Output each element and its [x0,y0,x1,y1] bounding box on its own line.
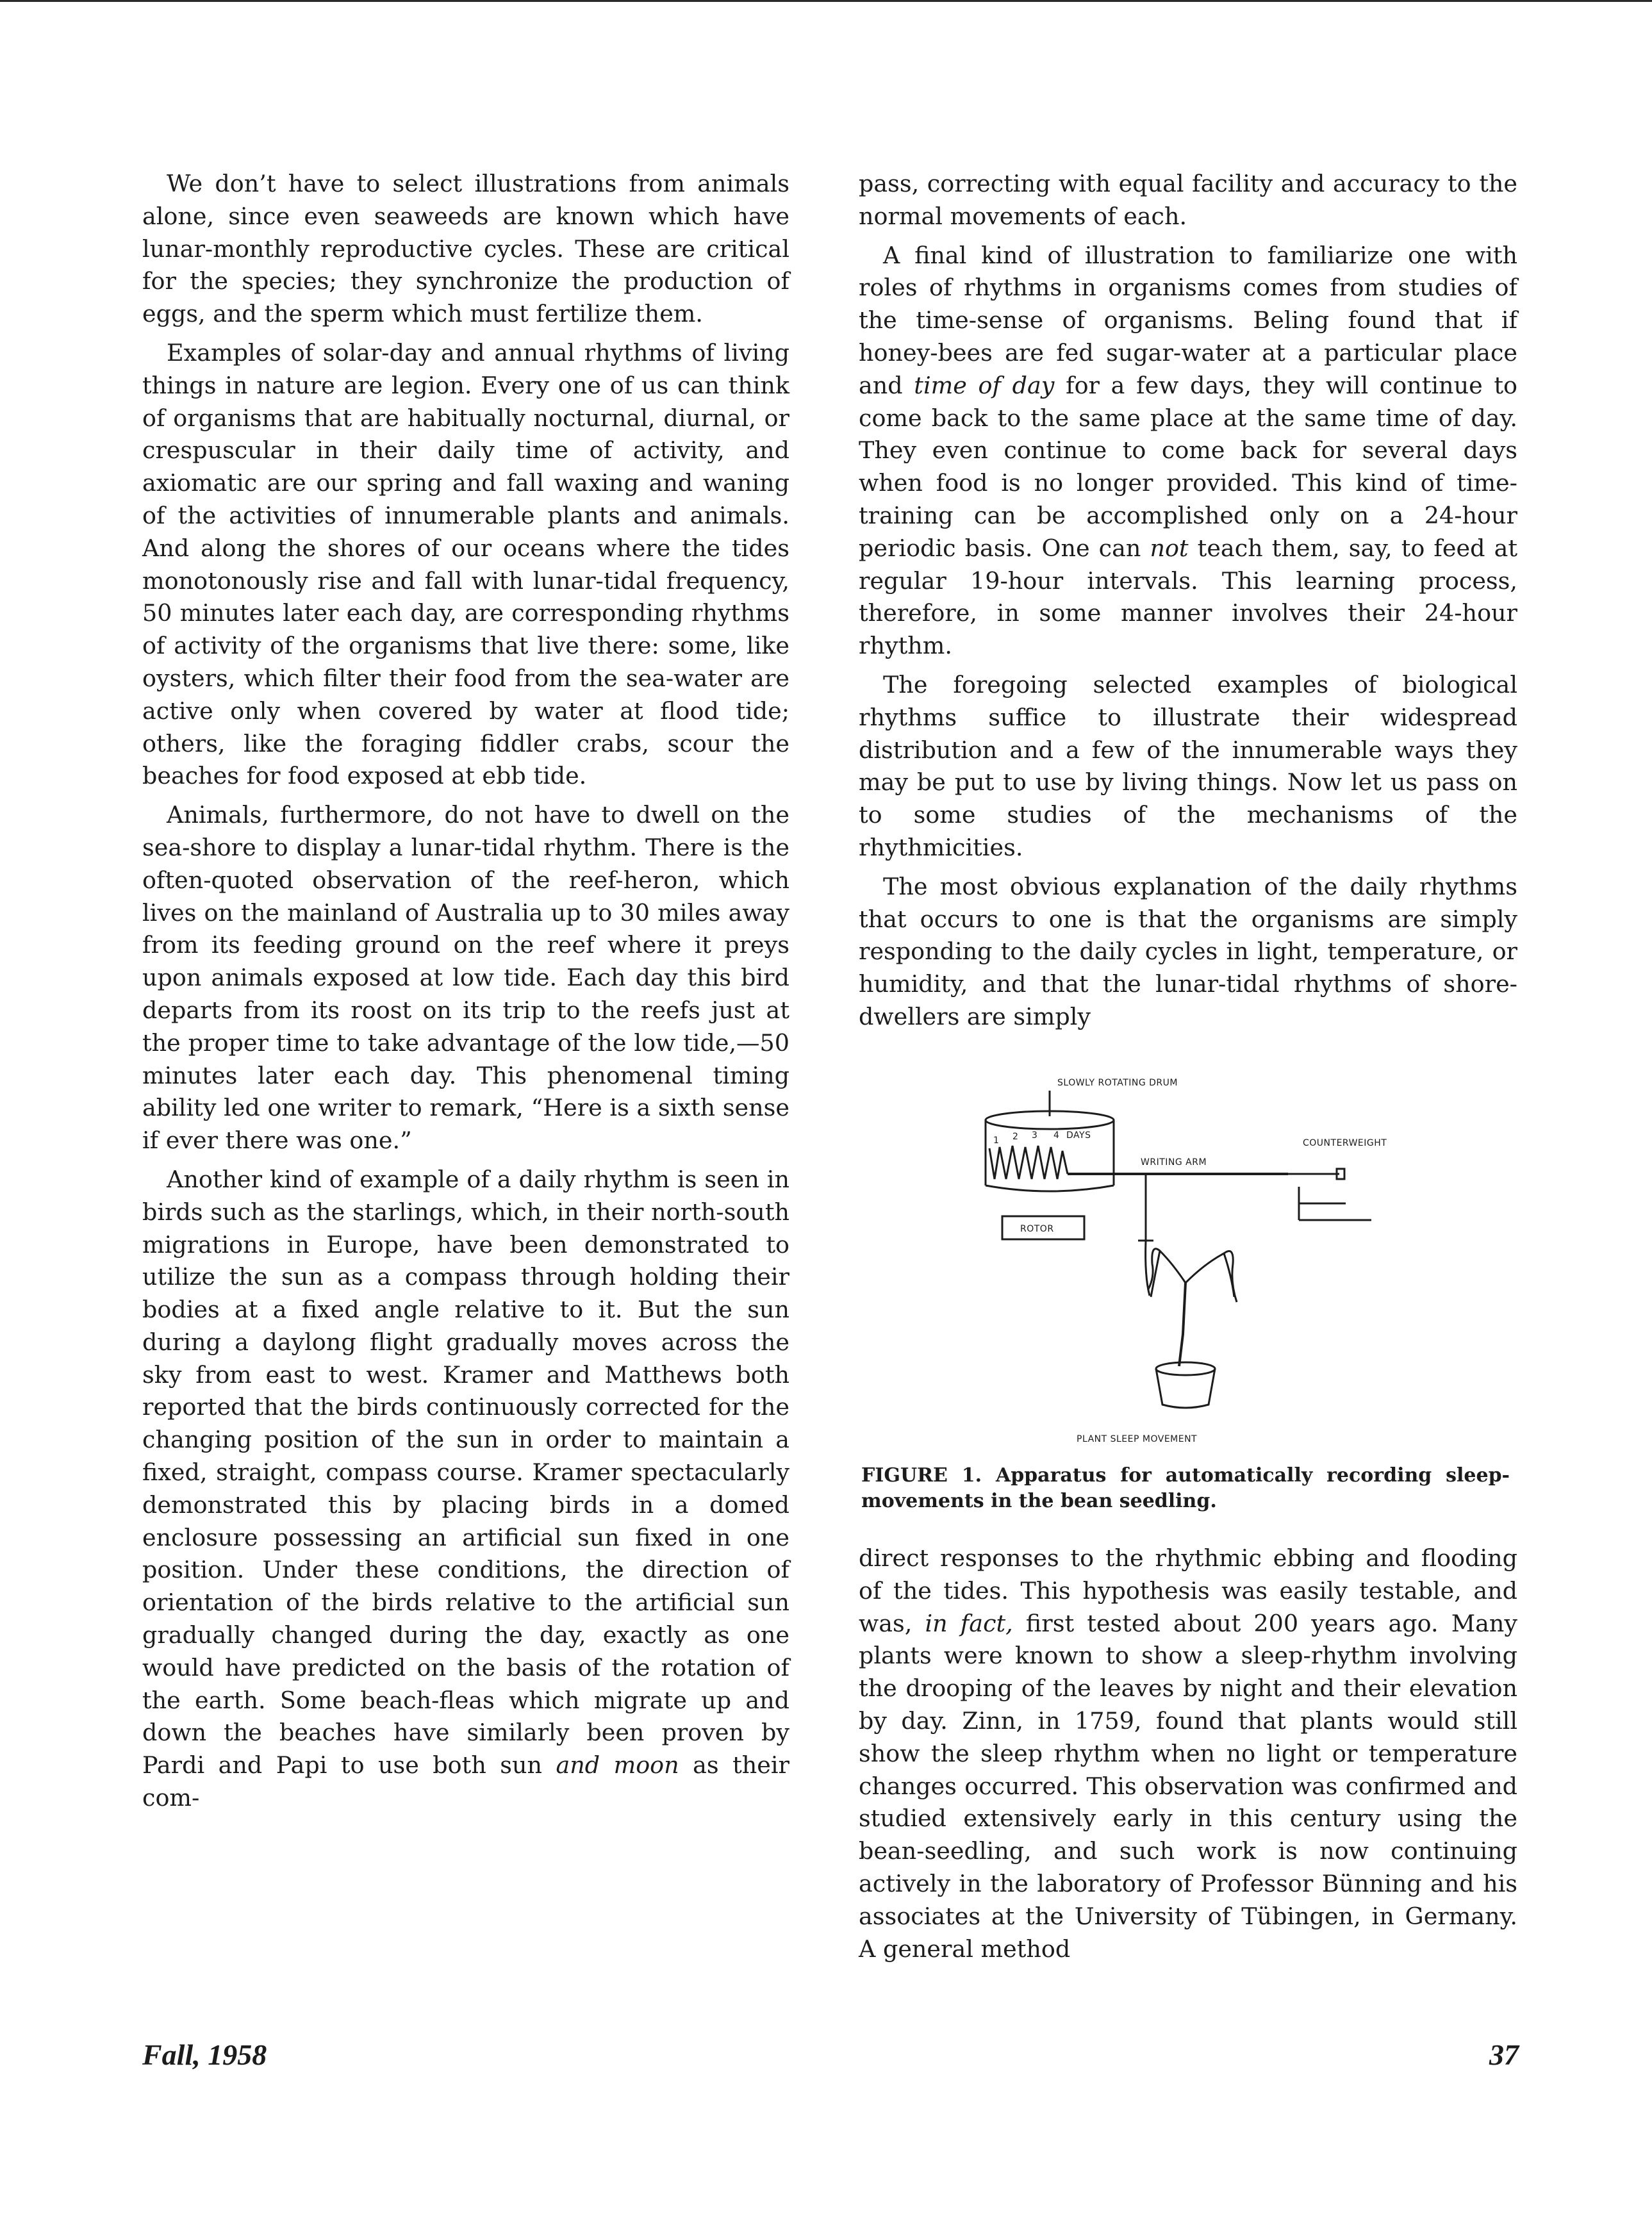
figure-caption: FIGURE 1. Apparatus for automatically recording sleep-movements in the bean seedling. [861,1464,1510,1512]
column-left [142,168,789,1821]
apparatus-diagram [948,1071,1442,1449]
label-days: DAYS [1066,1130,1091,1141]
top-rule [0,0,1652,2]
paragraph: The most obvious explanation of the daily rhythms that occurs to one is that the organisms are simply responding to the daily cycles in light, temperature, or humidity, and that the lunar-tidal rhythms of shore-dwellers are simply [859,872,1517,1030]
text-run: first tested about 200 years ago. Many plants were known to show a sleep-rhythm involving the drooping of the leaves by night and their elevation by day. Zinn, in 1759, found that plants would still show the sleep rhythm when no light or temperature changes occurred. This observation was confirmed and studied extensively early in this century using the bean-seedling, and such work is now continuing actively in the laboratory of Professor Bünning and his associates at the University of Tübingen, in Germany. A general method [859,1609,1517,1963]
paragraph [859,240,1517,663]
plant-stem [1179,1283,1185,1366]
page-number: 37 [1489,2038,1519,2071]
emphasis: not [1150,534,1189,562]
leaf-right [1185,1251,1237,1302]
label-day: 3 [1032,1130,1038,1141]
emphasis: and moon [556,1751,679,1779]
column-right-top [859,168,1517,1040]
emphasis: time of day [914,371,1055,399]
label-counterweight: COUNTERWEIGHT [1303,1138,1387,1148]
text-run: direct responses to the rhythmic ebbing and flooding of the tides. This hypothesis was easily testable, and was, [859,1544,1517,1637]
label-drum: SLOWLY ROTATING DRUM [1057,1078,1178,1088]
issue-date: Fall, 1958 [142,2038,267,2071]
paragraph: pass, correcting with equal facility and accuracy to the normal movements of each. [859,170,1517,230]
figure-apparatus [948,1071,1442,1449]
label-day: 1 [993,1135,1000,1146]
text-run: teach them, say, to feed at regular 19-hour intervals. This learning process, therefore, in some manner involves their 24-hour rhythm. [859,534,1517,660]
label-day: 2 [1012,1132,1019,1142]
paragraph: Animals, furthermore, do not have to dwell on the sea-shore to display a lunar-tidal rhythm. There is the often-quoted observation of the reef-heron, which lives on the mainland of Australia up to 30 miles away from its feeding ground on the reef where it preys upon animals exposed at low tide. Each day this bird departs from its roost on its trip to the reefs just at the proper time to take advantage of the low tide,—50 minutes later each day. This phenomenal timing ability led one writer to remark, “Here is a sixth sense if ever there was one.” [142,801,789,1155]
recorded-trace [989,1146,1068,1179]
label-rotor: ROTOR [1020,1224,1054,1234]
leaf-left [1148,1249,1185,1297]
paragraph: The foregoing selected examples of biological rhythms suffice to illustrate their widespread distribution and a few of the innumerable ways they may be put to use by living things. Now let us pass on to some studies of the mechanisms of the rhythmicities. [859,670,1517,861]
text-run: as their com- [142,1751,789,1812]
label-plant-sleep: PLANT SLEEP MOVEMENT [1077,1434,1198,1444]
label-day: 4 [1053,1130,1060,1141]
column-right-bottom [859,1542,1517,1972]
paragraph [859,1542,1517,1965]
paragraph [142,1164,789,1815]
text-run: for a few days, they will continue to come back to the same place at the same time of day. They even continue to come back for several days when food is no longer provided. This kind of time-training can be accomplished only on a 24-hour periodic basis. One can [859,371,1517,562]
paragraph: We don’t have to select illustrations from animals alone, since even seaweeds are known which have lunar-monthly reproductive cycles. These are critical for the species; they synchronize the production of eggs, and the sperm which must fertilize them. [142,170,789,328]
text-run: Another kind of example of a daily rhythm is seen in birds such as the starlings, which, in their north-south migrations in Europe, have been demonstrated to utilize the sun as a compass through holding their bodies at a fixed angle relative to it. But the sun during a daylong flight gradually moves across the sky from east to west. Kramer and Matthews both reported that the birds continuously corrected for the changing position of the sun in order to maintain a fixed, straight, compass course. Kramer spectacularly demonstrated this by placing birds in a domed enclosure possessing an artificial sun fixed in one position. Under these conditions, the direction of orientation of the birds relative to the artificial sun gradually changed during the day, exactly as one would have predicted on the basis of the rotation of the earth. Some beach-fleas which migrate up and down the beaches have similarly been proven by Pardi and Papi to use both sun [142,1165,789,1779]
pot-rim [1156,1362,1215,1375]
text-run: A final kind of illustration to familiarize one with roles of rhythms in organisms comes from studies of the time-sense of organisms. Beling found that if honey-bees are fed sugar-water at a particular place and [859,241,1517,399]
paragraph: Examples of solar-day and annual rhythms of living things in nature are legion. Every one of us can think of organisms that are habitually nocturnal, diurnal, or crespuscular in their daily time of activity, and axiomatic are our spring and fall waxing and waning of the activities of innumerable plants and animals. And along the shores of our oceans where the tides monotonously rise and fall with lunar-tidal frequency, 50 minutes later each day, are corresponding rhythms of activity of the organisms that live there: some, like oysters, which filter their food from the sea-water are active only when covered by water at flood tide; others, like the foraging fiddler crabs, scour the beaches for food exposed at ebb tide. [142,338,789,790]
emphasis: in fact, [925,1609,1013,1637]
label-writing-arm: WRITING ARM [1141,1157,1207,1168]
drum-bottom [986,1185,1114,1191]
